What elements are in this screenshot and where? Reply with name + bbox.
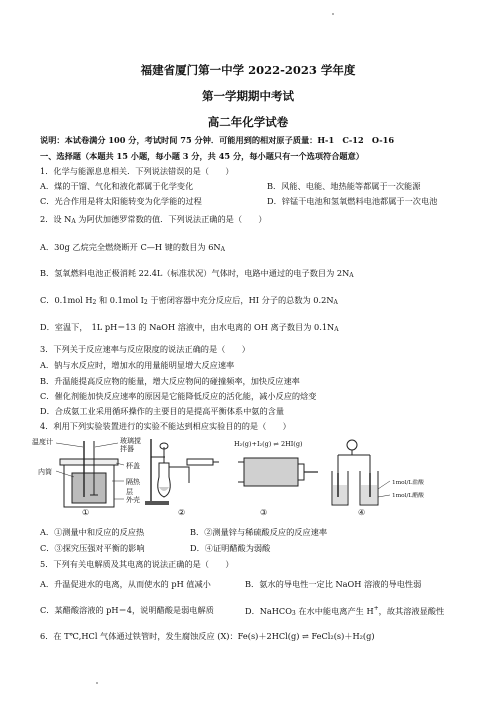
- q2-option-b: B．氢氧燃料电池正极消耗 22.4L（标准状况）气体时，电路中通过的电子数目为 $2N_A$: [40, 268, 354, 279]
- q3-option-d: D．合成氨工业采用循环操作的主要目的是提高平衡体系中氨的含量: [40, 406, 285, 416]
- q4-option-b: B．②测量锌与稀硫酸反应的反应速率: [190, 527, 328, 537]
- term-title: 第一学期期中考试: [202, 89, 294, 103]
- q4-option-a: A．①测量中和反应的反应热: [40, 527, 145, 537]
- fig-number-1: ①: [82, 508, 90, 517]
- q5-stem: 5．下列有关电解质及其电离的说法正确的是（ ）: [40, 559, 234, 569]
- notice: 说明：本试卷满分 100 分，考试时间 75 分钟．可能用到的相对原子质量：H-1 C-12 O-16: [40, 135, 395, 145]
- label-inner-cup: 内筒: [38, 468, 52, 476]
- q3-option-c: C．催化剂能加快反应速率的原因是它能降低反应的活化能，减小反应的焓变: [40, 391, 317, 401]
- scan-speck: [332, 13, 334, 15]
- label-acetic-acid: 1mol/L醋酸: [392, 493, 424, 499]
- section-heading: 一、选择题（本题共 15 小题，每小题 3 分，共 45 分，每小题只有一个选项符合题意）: [40, 151, 364, 161]
- q5-option-d: D．NaHCO$_3$ 在水中能电离产生 H+，故其溶液显酸性: [245, 605, 445, 617]
- q4-stem: 4．利用下列实验装置进行的实验不能达到相应实验目的的是（ ）: [40, 421, 291, 431]
- q4-option-c: C．③探究压强对平衡的影响: [40, 543, 145, 553]
- label-stirrer: 玻璃搅拌器: [120, 437, 141, 453]
- q1-option-c: C．光合作用是将太阳能转变为化学能的过程: [40, 196, 202, 206]
- q2-option-c: C．0.1mol $H_2$ 和 0.1mol $I_2$ 于密闭容器中充分反应后，HI 分子的总数为 $0.2N_A$: [40, 295, 338, 306]
- q5-option-c: C．某醋酸溶液的 pH＝4，说明醋酸是弱电解质: [40, 605, 214, 615]
- q6-stem: 6．在 T℃,HCl 气体通过铁管时，发生腐蚀反应 (X)：Fe(s)＋2HCl(g) ⇌ FeCl₂(s)＋H₂(g): [40, 631, 375, 641]
- q2-stem: 2．设 $N_A$ 为阿伏加德罗常数的值．下列说法正确的是（ ）: [40, 214, 267, 225]
- q1-stem: 1．化学与能源息息相关．下列说法错误的是（ ）: [40, 166, 234, 176]
- label-thermometer: 温度计: [32, 438, 53, 446]
- q1-option-a: A．煤的干馏、气化和液化都属于化学变化: [40, 181, 194, 191]
- label-lid: 杯盖: [126, 462, 140, 470]
- q5-option-b: B．氨水的导电性一定比 NaOH 溶液的导电性弱: [245, 579, 422, 589]
- label-hcl: 1mol/L盐酸: [392, 480, 424, 486]
- school-title: 福建省厦门第一中学 2022-2023 学年度: [140, 63, 356, 77]
- scan-speck: [96, 682, 98, 684]
- label-shell: 外壳: [126, 496, 140, 504]
- figure-calorimeter: [32, 437, 146, 517]
- q4-option-d: D．④证明醋酸为弱酸: [190, 543, 271, 553]
- q2-option-d: D．室温下， 1L pH＝13 的 NaOH 溶液中，由水电离的 OH 离子数目为 $0.1N_A$: [40, 322, 339, 333]
- q5-option-a: A．升温促进水的电离，从而使水的 pH 值减小: [40, 579, 211, 589]
- q2-option-a: A．30g 乙烷完全燃烧断开 C—H 键的数目为 $6N_A$: [40, 242, 225, 253]
- q3-option-b: B．升温能提高反应物的能量，增大反应物间的碰撞频率，加快反应速率: [40, 376, 300, 386]
- label-insulation: 隔热层: [126, 478, 140, 496]
- fig-number-4: ④: [358, 508, 366, 517]
- q1-option-d: D．锌锰干电池和氢氧燃料电池都属于一次电池: [267, 196, 438, 206]
- q3-stem: 3．下列关于反应速率与反应限度的说法正确的是（ ）: [40, 344, 250, 354]
- label-equilibrium: H₂(g)+I₂(g) ⇌ 2HI(g): [234, 440, 303, 448]
- exam-title: 高二年化学试卷: [207, 115, 289, 129]
- q1-option-b: B．风能、电能、地热能等都属于一次能源: [267, 181, 421, 191]
- fig-number-2: ②: [178, 508, 186, 517]
- fig-number-3: ③: [260, 508, 268, 517]
- figure-pressure-equilibrium: [232, 440, 322, 510]
- figure-conductivity: [330, 437, 440, 511]
- q3-option-a: A．钠与水反应时，增加水的用量能明显增大反应速率: [40, 360, 235, 370]
- figure-reaction-rate: [145, 437, 220, 507]
